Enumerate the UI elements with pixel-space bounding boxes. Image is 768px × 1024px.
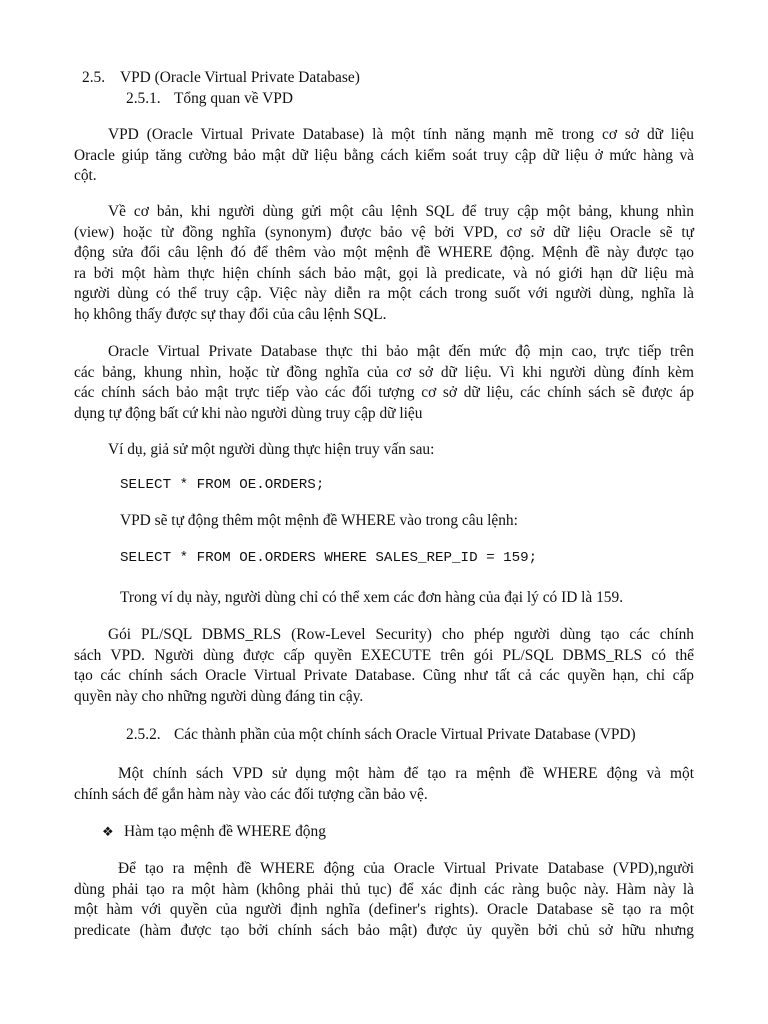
section-number: 2.5.1. — [126, 90, 161, 107]
section-heading-2-5-1 — [126, 89, 293, 109]
code-query-original: SELECT * FROM OE.ORDERS; — [120, 477, 325, 493]
bullet-item-where-function — [102, 822, 326, 843]
paragraph-where-function — [74, 859, 694, 941]
diamond-bullet-icon: ❖ — [102, 825, 114, 840]
text-line: Để tạo ra mệnh đề WHERE động của Oracle Virtual Private Database (VPD),người — [118, 860, 694, 877]
text-line: Một chính sách VPD sử dụng một hàm để tạo ra mệnh đề WHERE động và một — [118, 765, 694, 782]
section-title: Các thành phần của một chính sách Oracle Virtual Private Database (VPD) — [174, 726, 636, 743]
example-result: Trong ví dụ này, người dùng chỉ có thể xem các đơn hàng của đại lý có ID là 159. — [120, 589, 624, 606]
paragraph-vpd-components — [74, 764, 694, 805]
paragraph-vpd-mechanism — [74, 202, 694, 326]
text-line: tạo các chính sách Oracle Virtual Private Database. Cũng như tất cả các quyền hạn, chỉ cấp — [74, 667, 694, 685]
text-line: VPD (Oracle Virtual Private Database) là một tính năng mạnh mẽ trong cơ sở dữ liệu — [108, 126, 694, 143]
text-line: một hàm với quyền của người định nghĩa (definer's rights). Oracle Database sẽ tạo ra một — [74, 901, 694, 919]
text-line: chính sách để gắn hàm này vào các đối tượng cần bảo vệ. — [74, 785, 428, 803]
example-vpd-note: VPD sẽ tự động thêm một mệnh đề WHERE vào trong câu lệnh: — [120, 512, 518, 529]
code-query-rewritten: SELECT * FROM OE.ORDERS WHERE SALES_REP_ID = 159; — [120, 550, 538, 566]
section-heading-2-5 — [82, 68, 360, 88]
text-line: Oracle Virtual Private Database thực thi bảo mật đến mức độ mịn cao, trực tiếp trên — [108, 343, 694, 360]
text-line: Về cơ bản, khi người dùng gửi một câu lệnh SQL để truy cập một bảng, khung nhìn — [108, 203, 694, 220]
text-line: Gói PL/SQL DBMS_RLS (Row-Level Security) cho phép người dùng tạo các chính — [108, 626, 694, 643]
text-line: người dùng có thể truy cập. Việc này diễn ra một cách trong suốt với người dùng, nghĩa là — [74, 285, 694, 303]
text-line: dụng tự động bất cứ khi nào người dùng truy cập dữ liệu — [74, 404, 423, 422]
text-line: Oracle giúp tăng cường bảo mật dữ liệu bằng cách kiểm soát truy cập dữ liệu ở mức hàng và — [74, 146, 694, 164]
text-line: sách VPD. Người dùng được cấp quyền EXECUTE trên gói PL/SQL DBMS_RLS có thể — [74, 646, 694, 664]
text-line: các bảng, khung nhìn, hoặc từ đồng nghĩa của cơ sở dữ liệu. Vì khi người dùng đính kèm — [74, 363, 694, 381]
text-line: quyền này cho những người dùng đáng tin cậy. — [74, 687, 364, 705]
paragraph-vpd-definition — [74, 125, 694, 187]
text-line: (view) hoặc từ đồng nghĩa (synonym) được bảo vệ bởi VPD, cơ sở dữ liệu Oracle sẽ tự — [74, 223, 694, 241]
section-heading-2-5-2 — [126, 725, 636, 745]
paragraph-dbms-rls — [74, 625, 694, 707]
section-number: 2.5.2. — [126, 726, 161, 743]
text-line: động sửa đổi câu lệnh đó để thêm vào một mệnh đề WHERE động. Mệnh đề này được tạo — [74, 244, 694, 262]
section-number: 2.5. — [82, 69, 106, 86]
section-title: VPD (Oracle Virtual Private Database) — [120, 69, 360, 86]
text-line: dùng phải tạo ra một hàm (không phải thủ tục) để xác định các ràng buộc này. Hàm này là — [74, 880, 694, 898]
text-line: họ không thấy được sự thay đổi của câu lệnh SQL. — [74, 305, 387, 323]
paragraph-vpd-granularity — [74, 342, 694, 424]
example-intro: Ví dụ, giả sử một người dùng thực hiện truy vấn sau: — [108, 441, 435, 458]
text-line: ra bởi một hàm thực hiện chính sách bảo mật, gọi là predicate, và nó giới hạn dữ liệu mà — [74, 264, 694, 282]
bullet-text: Hàm tạo mệnh đề WHERE động — [124, 823, 326, 840]
text-line: predicate (hàm được tạo bởi chính sách bảo mật) được ủy quyền bởi chủ sở hữu nhưng — [74, 921, 694, 939]
section-title: Tổng quan về VPD — [174, 90, 293, 107]
text-line: các chính sách bảo mật trực tiếp vào các đối tượng cơ sở dữ liệu, các chính sách sẽ được áp — [74, 384, 694, 402]
text-line: cột. — [74, 167, 97, 185]
